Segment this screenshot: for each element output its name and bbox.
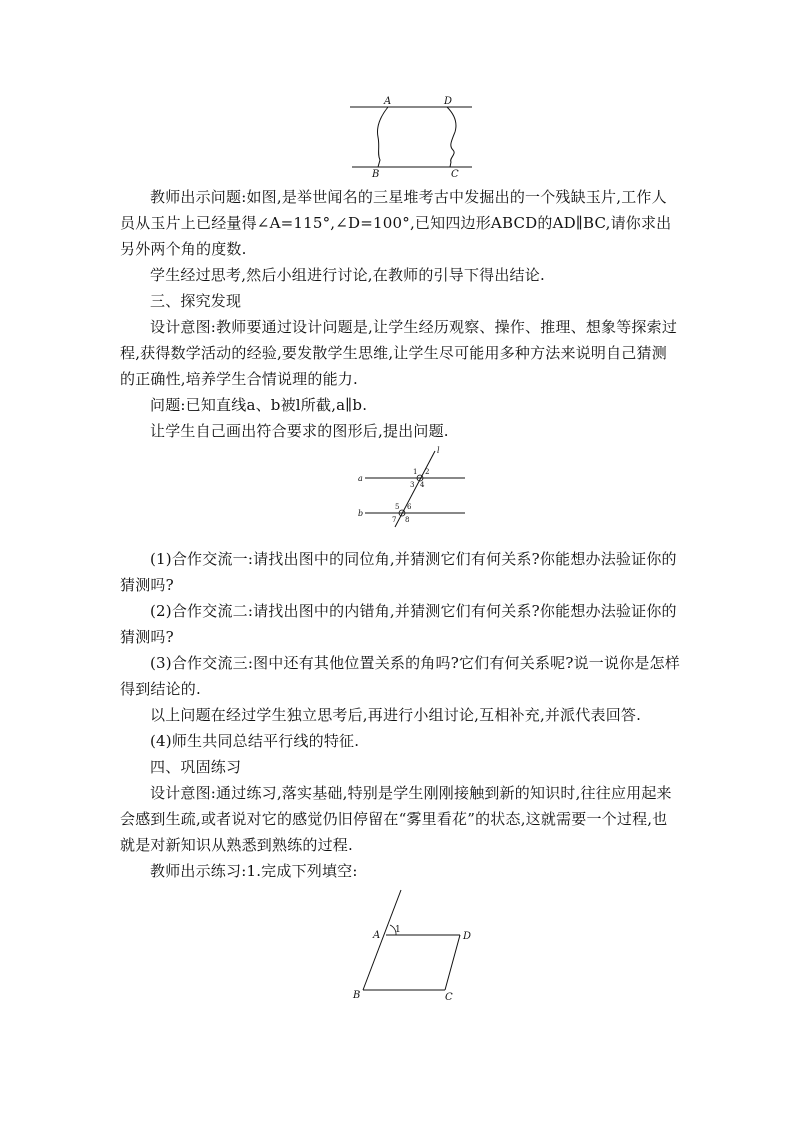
paragraph-cooperation-1: (1)合作交流一:请找出图中的同位角,并猜测它们有何关系?你能想办法验证你的猜测吗? [120, 550, 677, 594]
side-dc [445, 935, 460, 990]
paragraph-question: 问题:已知直线a、b被l所截,a∥b. [150, 396, 368, 414]
label-c: C [445, 992, 453, 1003]
paragraph-student-discussion: 学生经过思考,然后小组进行讨论,在教师的引导下得出结论. [150, 266, 545, 284]
label-d: D [444, 96, 453, 107]
paragraph-cooperation-3: (3)合作交流三:图中还有其他位置关系的角吗?它们有何关系呢?说一说你是怎样得到结论的. [120, 654, 680, 698]
jade-fragment-figure [350, 92, 475, 180]
label-a: A [384, 96, 392, 107]
angle-label-2: 2 [425, 468, 430, 476]
label-d: D [463, 931, 472, 942]
angle-label-3: 3 [410, 481, 415, 489]
angle-label-4: 4 [420, 481, 425, 489]
right-jagged-edge [447, 107, 456, 167]
paragraph-exercise: 教师出示练习:1.完成下列填空: [150, 862, 358, 880]
label-b: B [372, 169, 380, 180]
angle-label-6: 6 [407, 503, 412, 511]
extended-side-ba [363, 890, 401, 990]
angle-label-5: 5 [395, 503, 400, 511]
section-heading-explore: 三、探究发现 [150, 292, 242, 310]
paragraph-draw-figure: 让学生自己画出符合要求的图形后,提出问题. [150, 422, 449, 440]
angle-label-8: 8 [405, 516, 410, 524]
paragraph-group-discussion: 以上问题在经过学生独立思考后,再进行小组讨论,互相补充,并派代表回答. [150, 706, 642, 724]
section-heading-practice: 四、巩固练习 [150, 758, 242, 776]
label-b: B [353, 990, 361, 1001]
label-line-l: l [437, 446, 440, 455]
label-a: A [373, 930, 381, 941]
angle-label-1: 1 [395, 925, 401, 935]
label-c: C [451, 169, 459, 180]
left-jagged-edge [377, 107, 388, 167]
angle-label-7: 7 [392, 516, 397, 524]
angle-label-1: 1 [413, 468, 418, 476]
paragraph-design-intent-2: 设计意图:通过练习,落实基础,特别是学生刚刚接触到新的知识时,往往应用起来会感到生疏,或者说对它的感觉仍旧停留在“雾里看花”的状态,这就需要一个过程,也就是对新知识从熟悉到熟练的过程. [120, 784, 672, 854]
paragraph-teacher-problem: 教师出示问题:如图,是举世闻名的三星堆考古中发掘出的一个残缺玉片,工作人员从玉片上已经量得∠A=115°,∠D=100°,已知四边形ABCD的AD∥BC,请你求出另外两个角的度数. [120, 188, 672, 258]
parallelogram-figure [345, 888, 480, 1003]
label-line-b: b [358, 509, 364, 518]
label-line-a: a [358, 474, 363, 483]
paragraph-cooperation-2: (2)合作交流二:请找出图中的内错角,并猜测它们有何关系?你能想办法验证你的猜测吗? [120, 602, 677, 646]
paragraph-summary: (4)师生共同总结平行线的特征. [150, 732, 360, 750]
paragraph-design-intent-1: 设计意图:教师要通过设计问题是,让学生经历观察、操作、推理、想象等探索过程,获得数学活动的经验,要发散学生思维,让学生尽可能用多种方法来说明自己猜测的正确性,培养学生合情说理的能力. [120, 318, 678, 388]
parallel-lines-transversal-figure [355, 445, 470, 530]
